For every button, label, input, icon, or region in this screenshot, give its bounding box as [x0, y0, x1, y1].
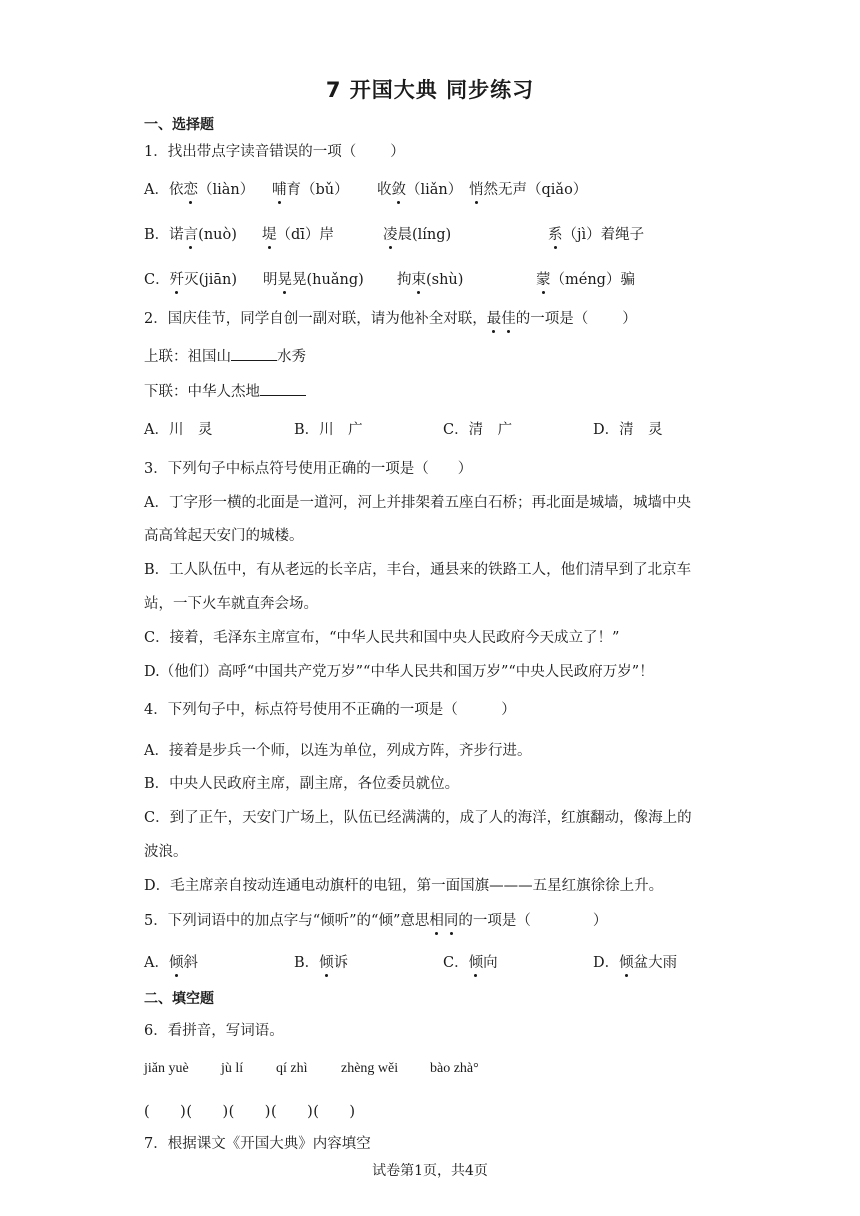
question-4-option-c: C．到了正午，天安门广场上，队伍已经满满的，成了人的海洋，红旗翻动，像海上的	[144, 810, 692, 826]
question-1-option-b-word-4: 系（jì）着绳子	[548, 223, 644, 244]
question-1-option-c-word-4: 蒙（méng）骗	[536, 268, 635, 289]
question-4-option-c-cont: 波浪。	[144, 844, 188, 860]
question-3-option-d: D.（他们）高呼“中国共产党万岁”“中华人民共和国万岁”“中央人民政府万岁”！	[144, 664, 654, 680]
question-1-option-c-word-3: 拘束(shù)	[397, 268, 463, 289]
pinyin-1: jiǎn yuè	[144, 1061, 189, 1076]
answer-brackets[interactable]: ( )( )( )( )( )	[144, 1104, 356, 1120]
question-1-option-a-word-4: 悄然无声（qiǎo）	[469, 178, 587, 199]
blank-line[interactable]	[260, 381, 306, 396]
question-1-option-c-word-2: 明晃晃(huǎng)	[263, 268, 364, 289]
question-1-option-c: C．歼灭(jiān)	[144, 268, 237, 289]
pinyin-3: qí zhì	[276, 1061, 308, 1076]
question-6-stem: 6．看拼音，写词语。	[144, 1023, 284, 1039]
question-2-stem: 2．国庆佳节，同学自创一副对联，请为他补全对联，最佳的一项是（ ）	[144, 307, 637, 328]
question-5-option-c: C．倾向	[443, 951, 498, 972]
question-5-stem: 5．下列词语中的加点字与“倾听”的“倾”意思相同的一项是（ ）	[144, 909, 607, 930]
question-2-option-b: B．川 广	[294, 422, 363, 438]
question-5-option-d: D．倾盆大雨	[593, 951, 677, 972]
question-4-stem: 4．下列句子中，标点符号使用不正确的一项是（ ）	[144, 702, 516, 718]
section-heading-fill: 二、填空题	[144, 991, 214, 1007]
question-5-option-a: A．倾斜	[144, 951, 198, 972]
question-3-option-c: C．接着，毛泽东主席宣布，“中华人民共和国中央人民政府今天成立了！”	[144, 630, 620, 646]
section-heading-choice: 一、选择题	[144, 117, 214, 133]
question-2-lower-couplet: 下联：中华人杰地	[144, 380, 306, 401]
question-1-option-b-word-2: 堤（dī）岸	[262, 223, 334, 244]
question-1-option-b: B．诺言(nuò)	[144, 223, 237, 244]
question-4-option-b: B．中央人民政府主席，副主席，各位委员就位。	[144, 776, 460, 792]
question-1-stem: 1．找出带点字读音错误的一项（ ）	[144, 144, 405, 160]
page-title: 7 开国大典 同步练习	[325, 78, 535, 102]
question-1-option-a-word-3: 收敛（liǎn）	[377, 178, 462, 199]
question-2-option-a: A．川 灵	[144, 422, 213, 438]
question-3-option-a: A．丁字形一横的北面是一道河，河上并排架着五座白石桥；再北面是城墙，城墙中央	[144, 495, 691, 511]
question-3-option-b: B．工人队伍中，有从老远的长辛店，丰台，通县来的铁路工人，他们清早到了北京车	[144, 562, 692, 578]
question-7-stem: 7．根据课文《开国大典》内容填空	[144, 1136, 371, 1152]
pinyin-4: zhèng wěi	[341, 1061, 399, 1076]
question-2-option-d: D．清 灵	[593, 422, 663, 438]
question-1-option-a: A．依恋（liàn）	[144, 178, 254, 199]
question-5-option-b: B．倾诉	[294, 951, 348, 972]
pinyin-5: bào zhà°	[430, 1061, 479, 1076]
blank-line[interactable]	[231, 346, 277, 361]
question-1-option-a-word-2: 哺育（bǔ）	[272, 178, 349, 199]
question-3-option-a-cont: 高高耸起天安门的城楼。	[144, 528, 304, 544]
question-4-option-d: D．毛主席亲自按动连通电动旗杆的电钮，第一面国旗———五星红旗徐徐上升。	[144, 878, 664, 894]
page-footer: 试卷第1页，共4页	[372, 1163, 488, 1179]
question-2-option-c: C．清 广	[443, 422, 513, 438]
question-2-upper-couplet: 上联：祖国山 水秀	[144, 345, 306, 366]
question-1-option-b-word-3: 凌晨(líng)	[383, 223, 451, 244]
question-4-option-a: A．接着是步兵一个师，以连为单位，列成方阵，齐步行进。	[144, 743, 532, 759]
pinyin-2: jù lí	[221, 1061, 244, 1076]
question-3-option-b-cont: 站，一下火车就直奔会场。	[144, 596, 318, 612]
question-3-stem: 3．下列句子中标点符号使用正确的一项是（ ）	[144, 461, 473, 477]
